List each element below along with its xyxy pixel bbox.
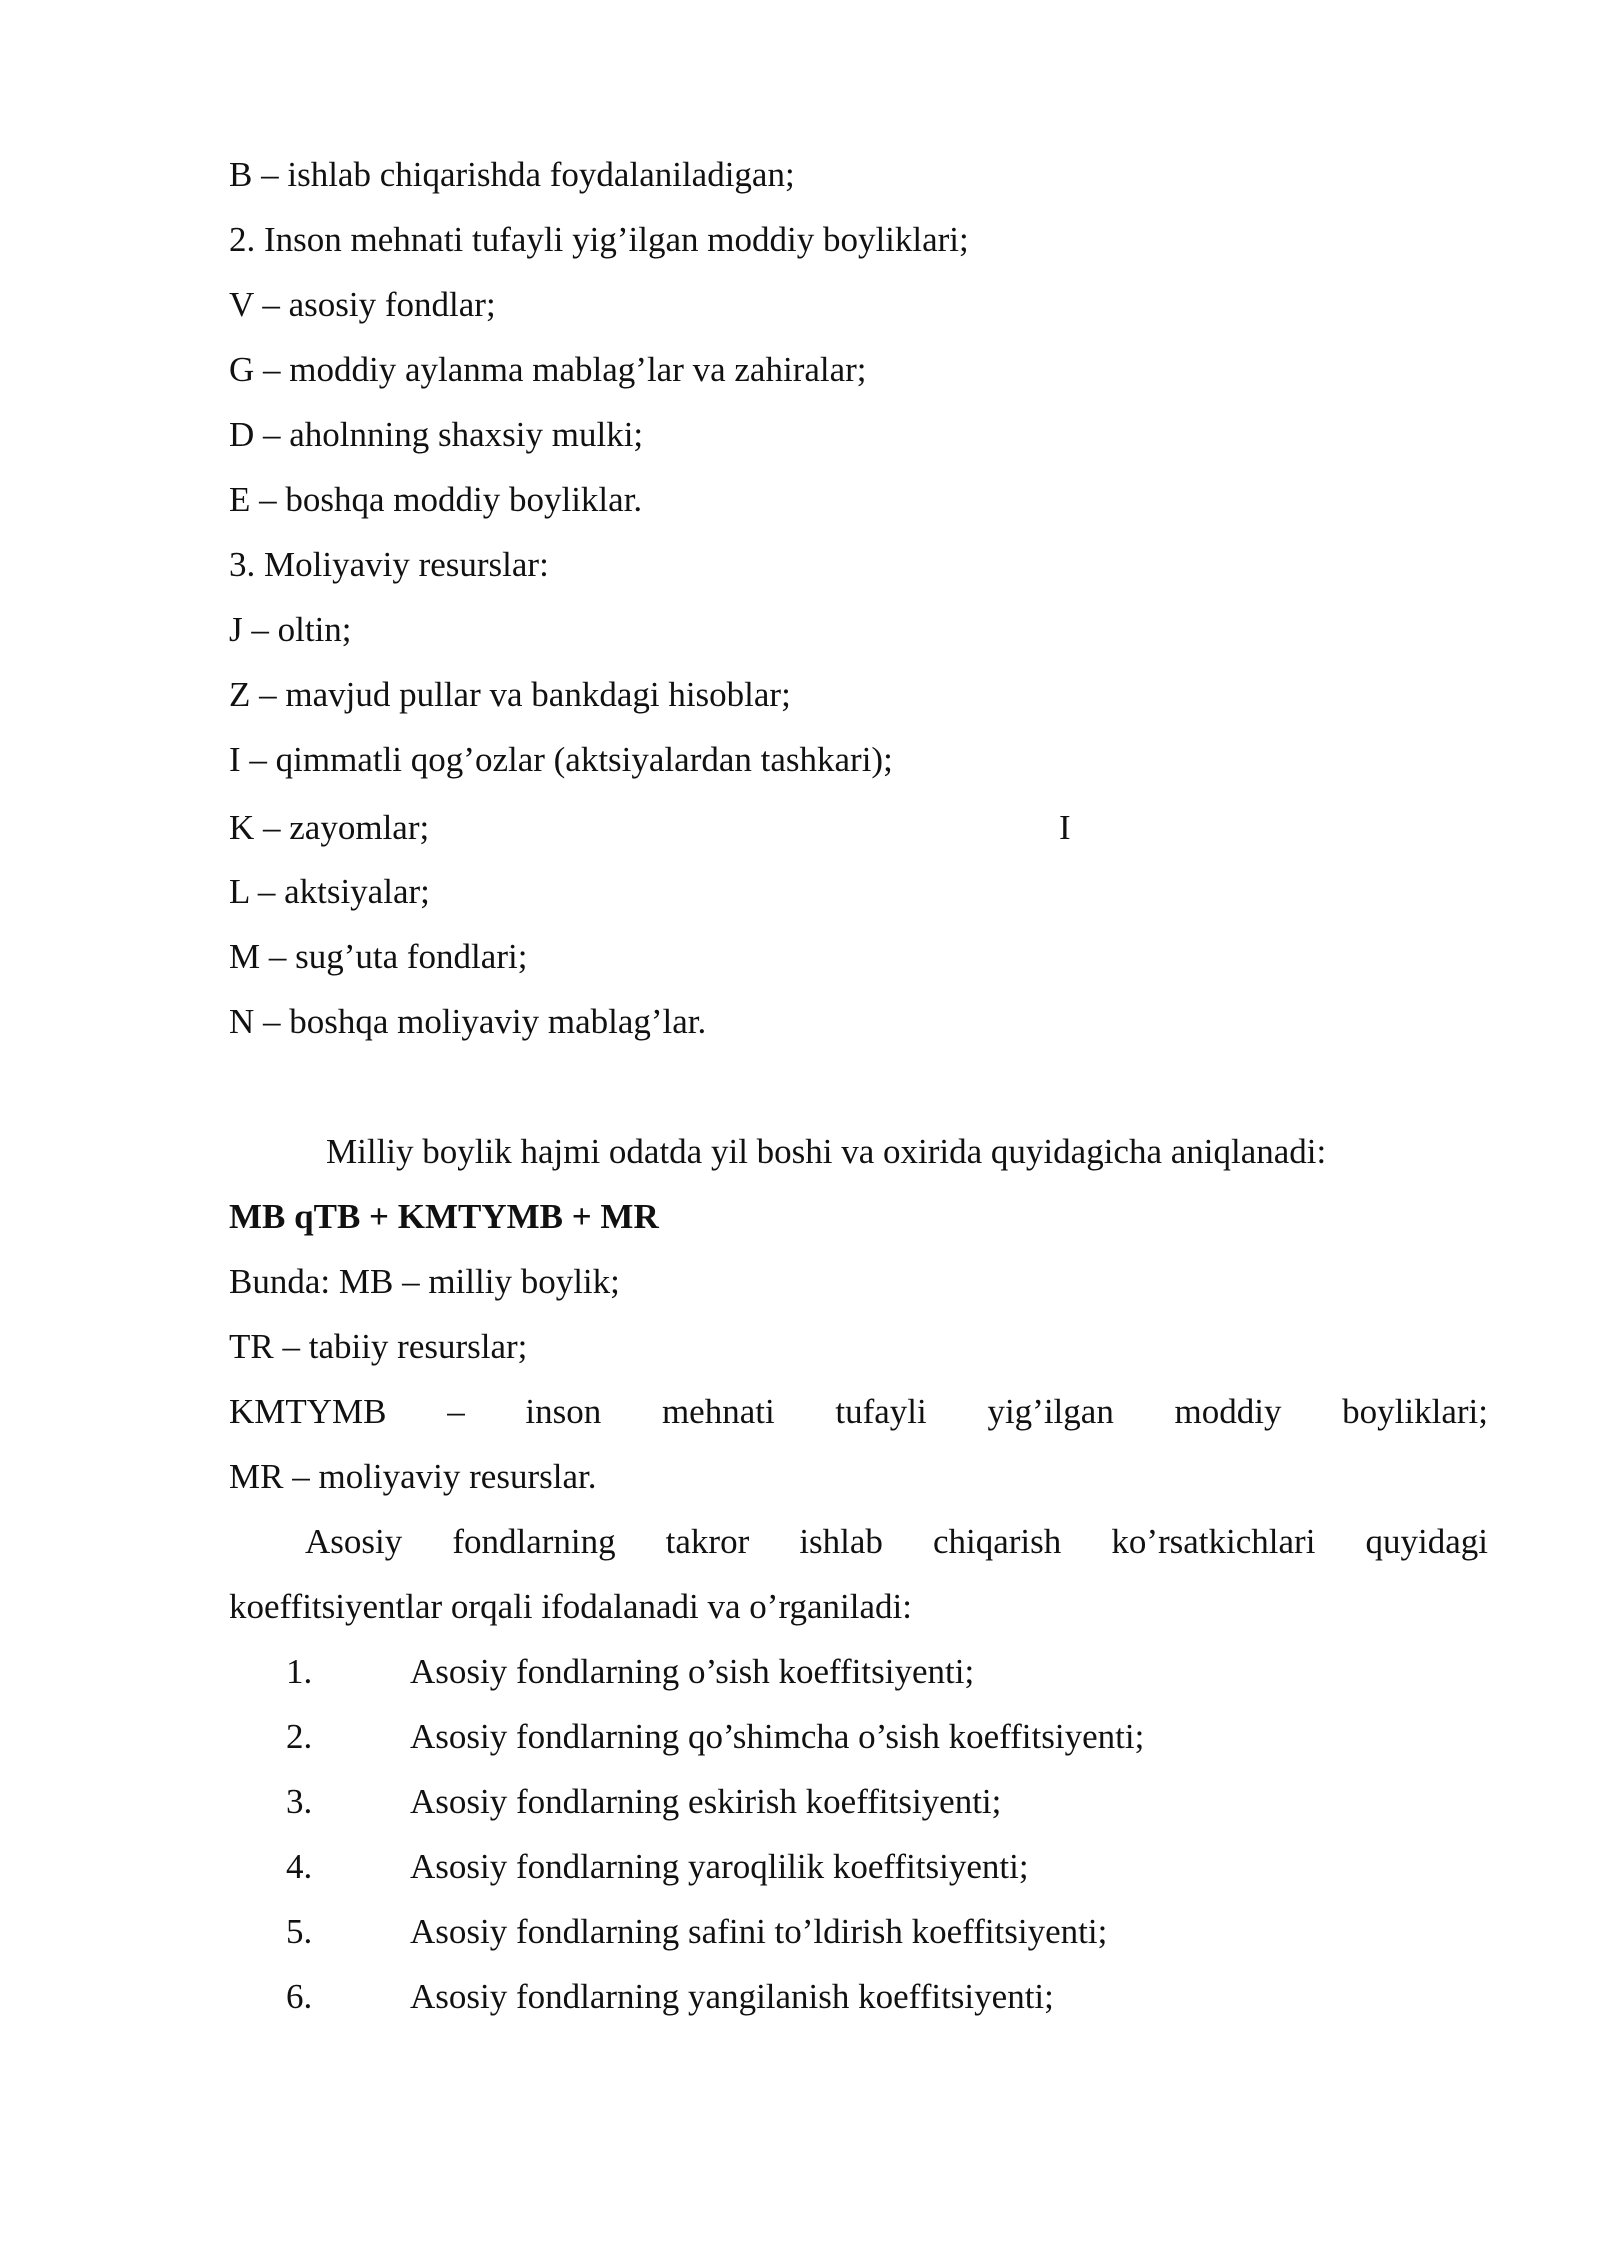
list-item: Asosiy fondlarning eskirish koeffitsiyenti; [410,1782,1002,1821]
word: boyliklari; [1342,1392,1488,1431]
word: fondlarning [452,1522,616,1561]
list-item: D – aholnning shaxsiy mulki; [229,415,644,454]
list-item: B – ishlab chiqarishda foydalaniladigan; [229,155,795,194]
list-item: 3. Moliyaviy resurslar: [229,545,549,584]
word: chiqarish [932,1522,1062,1561]
word: mehnati [661,1392,775,1431]
definition-kmtymb [229,1390,1488,1434]
word: Asosiy [305,1522,403,1561]
word: yig’ilgan [987,1392,1114,1431]
definition-mr: MR – moliyaviy resurslar. [229,1457,597,1496]
list-item: Asosiy fondlarning yaroqlilik koeffitsiyenti; [410,1847,1029,1886]
list-item: E – boshqa moddiy boyliklar. [229,480,643,519]
word: tufayli [835,1392,927,1431]
word: ishlab [799,1522,883,1561]
word: quyidagi [1365,1522,1488,1561]
list-item: Z – mavjud pullar va bankdagi hisoblar; [229,675,791,714]
word: inson [525,1392,602,1431]
word: ko’rsatkichlari [1111,1522,1316,1561]
list-item: K – zayomlar; [229,808,430,847]
word: moddiy [1174,1392,1282,1431]
list-number: 2. [286,1717,313,1756]
list-number: 1. [286,1652,313,1691]
list-item: Asosiy fondlarning yangilanish koeffitsiyenti; [410,1977,1054,2016]
list-item: I – qimmatli qog’ozlar (aktsiyalardan tashkari); [229,740,893,779]
list-item: G – moddiy aylanma mablag’lar va zahiralar; [229,350,867,389]
list-item: M – sug’uta fondlari; [229,937,528,976]
formula: MB qTB + KMTYMB + MR [229,1197,659,1236]
list-item: Asosiy fondlarning qo’shimcha o’sish koeffitsiyenti; [410,1717,1145,1756]
list-item: Asosiy fondlarning o’sish koeffitsiyenti; [410,1652,975,1691]
list-number: 4. [286,1847,313,1886]
text-cursor-glyph: I [1059,808,1071,847]
definition-mb: Bunda: MB – milliy boylik; [229,1262,620,1301]
word: takror [665,1522,750,1561]
word: KMTYMB [229,1392,387,1431]
list-item: Asosiy fondlarning safini to’ldirish koeffitsiyenti; [410,1912,1108,1951]
list-item: L – aktsiyalar; [229,872,430,911]
paragraph-line-1 [305,1520,1488,1564]
list-item: V – asosiy fondlar; [229,285,496,324]
list-item: J – oltin; [229,610,352,649]
list-number: 5. [286,1912,313,1951]
definition-tr: TR – tabiiy resurslar; [229,1327,528,1366]
list-number: 3. [286,1782,313,1821]
paragraph-line-2: koeffitsiyentlar orqali ifodalanadi va o’rganiladi: [229,1587,912,1626]
word: – [447,1392,465,1431]
list-item: N – boshqa moliyaviy mablag’lar. [229,1002,707,1041]
intro-paragraph: Milliy boylik hajmi odatda yil boshi va oxirida quyidagicha aniqlanadi: [326,1132,1327,1171]
list-item: 2. Inson mehnati tufayli yig’ilgan moddiy boyliklari; [229,220,969,259]
list-number: 6. [286,1977,313,2016]
